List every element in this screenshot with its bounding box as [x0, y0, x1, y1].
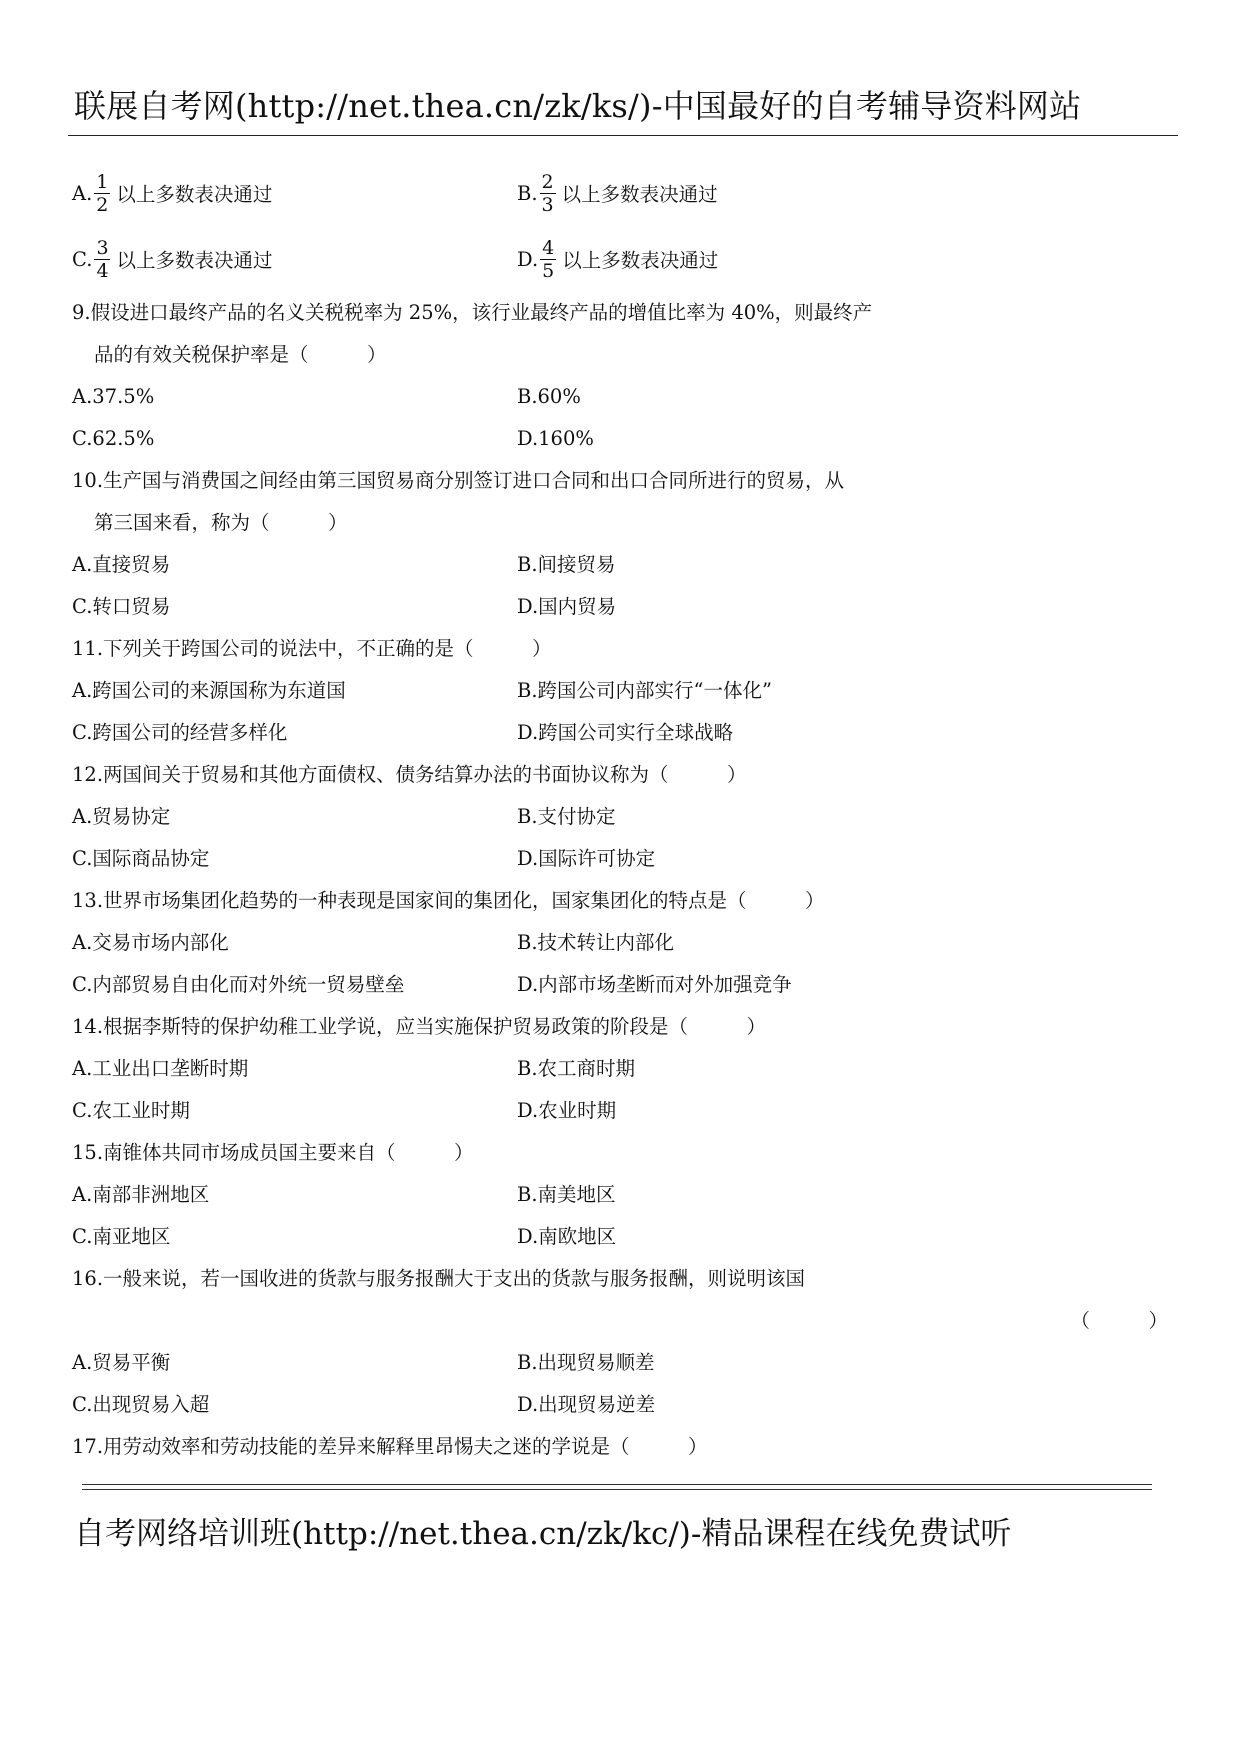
question-16-options-row-2 [72, 1384, 1182, 1426]
option-c: C.国际商品协定 [72, 847, 210, 870]
fraction [94, 171, 110, 216]
question-stem-line: 10.生产国与消费国之间经由第三国贸易商分别签订进口合同和出口合同所进行的贸易，从 [72, 469, 845, 492]
question-11-options-row-2 [72, 712, 1182, 754]
option-text: 以上多数表决通过 [561, 183, 718, 206]
option-b: B.支付协定 [517, 805, 616, 828]
option-b: B.技术转让内部化 [517, 931, 675, 954]
question-stem-line: 14.根据李斯特的保护幼稚工业学说，应当实施保护贸易政策的阶段是（ ） [72, 1015, 767, 1038]
footer-rule-bottom [82, 1489, 1152, 1490]
fraction-numerator: 1 [96, 170, 109, 193]
answer-parentheses: （ ） [1070, 1309, 1168, 1332]
q8-options-row-1 [72, 160, 1182, 226]
question-16-stem [72, 1258, 1182, 1300]
question-stem-line: 16.一般来说，若一国收进的货款与服务报酬大于支出的货款与服务报酬，则说明该国 [72, 1267, 806, 1290]
q8-option-b [517, 160, 718, 226]
option-a: A.贸易平衡 [72, 1351, 171, 1374]
option-text: 以上多数表决通过 [562, 249, 719, 272]
option-d: D.国际许可协定 [517, 847, 656, 870]
q8-option-c [72, 226, 273, 292]
footer-rule-top [82, 1484, 1152, 1485]
option-d: D.农业时期 [517, 1099, 617, 1122]
question-stem-line: 13.世界市场集团化趋势的一种表现是国家间的集团化，国家集团化的特点是（ ） [72, 889, 825, 912]
question-stem-line: 11.下列关于跨国公司的说法中，不正确的是（ ） [72, 637, 552, 660]
fraction-denominator: 3 [541, 193, 554, 216]
fraction [540, 237, 556, 282]
question-15-stem [72, 1132, 1182, 1174]
fraction-denominator: 2 [96, 193, 109, 216]
question-stem-line: 17.用劳动效率和劳动技能的差异来解释里昂惕夫之迷的学说是（ ） [72, 1435, 708, 1458]
question-stem-line: 第三国来看，称为（ ） [94, 511, 348, 534]
option-prefix: A. [72, 181, 93, 205]
question-10-stem-cont [72, 502, 1182, 544]
option-a: A.工业出口垄断时期 [72, 1057, 249, 1080]
option-c: C.内部贸易自由化而对外统一贸易壁垒 [72, 973, 405, 996]
fraction [540, 171, 556, 216]
option-text: 以上多数表决通过 [116, 183, 273, 206]
question-15-options-row-1 [72, 1174, 1182, 1216]
question-10-stem [72, 460, 1182, 502]
question-14-options-row-2 [72, 1090, 1182, 1132]
option-d: D.出现贸易逆差 [517, 1393, 656, 1416]
option-c: C.转口贸易 [72, 595, 171, 618]
question-9-stem-cont [72, 334, 1182, 376]
header-title: 联展自考网(http://net.thea.cn/zk/ks/)-中国最好的自考辅导资料网站 [74, 87, 1082, 125]
option-a: A.跨国公司的来源国称为东道国 [72, 679, 346, 702]
option-c: C.农工业时期 [72, 1099, 190, 1122]
option-prefix: D. [517, 247, 539, 271]
question-12-options-row-1 [72, 796, 1182, 838]
fraction [94, 237, 110, 282]
question-stem-line: 15.南锥体共同市场成员国主要来自（ ） [72, 1141, 474, 1164]
option-b: B.南美地区 [517, 1183, 616, 1206]
question-9-options-row-1 [72, 376, 1182, 418]
question-9-options-row-2 [72, 418, 1182, 460]
option-b: B.间接贸易 [517, 553, 616, 576]
exam-content [72, 160, 1182, 1468]
option-text: 以上多数表决通过 [116, 249, 273, 272]
option-c: C.跨国公司的经营多样化 [72, 721, 288, 744]
option-prefix: C. [72, 247, 93, 271]
option-a: A.交易市场内部化 [72, 931, 229, 954]
question-17-stem [72, 1426, 1182, 1468]
fraction-numerator: 3 [96, 236, 109, 259]
fraction-numerator: 2 [541, 170, 554, 193]
question-13-stem [72, 880, 1182, 922]
question-12-options-row-2 [72, 838, 1182, 880]
option-c: C.62.5% [72, 427, 155, 450]
question-stem-line: 9.假设进口最终产品的名义关税税率为 25%，该行业最终产品的增值比率为 40%，则最终产 [72, 301, 873, 324]
question-11-stem [72, 628, 1182, 670]
q8-option-a [72, 160, 272, 226]
option-a: A.直接贸易 [72, 553, 171, 576]
option-b: B.出现贸易顺差 [517, 1351, 655, 1374]
fraction-denominator: 4 [96, 259, 109, 282]
question-10-options-row-1 [72, 544, 1182, 586]
option-a: A.贸易协定 [72, 805, 171, 828]
question-13-options-row-2 [72, 964, 1182, 1006]
option-d: D.跨国公司实行全球战略 [517, 721, 734, 744]
question-stem-line: 12.两国间关于贸易和其他方面债权、债务结算办法的书面协议称为（ ） [72, 763, 747, 786]
option-d: D.国内贸易 [517, 595, 617, 618]
question-13-options-row-1 [72, 922, 1182, 964]
fraction-numerator: 4 [542, 236, 555, 259]
option-c: C.南亚地区 [72, 1225, 171, 1248]
option-d: D.南欧地区 [517, 1225, 617, 1248]
option-b: B.跨国公司内部实行“一体化” [517, 679, 772, 702]
option-a: A.南部非洲地区 [72, 1183, 210, 1206]
question-15-options-row-2 [72, 1216, 1182, 1258]
question-12-stem [72, 754, 1182, 796]
question-14-stem [72, 1006, 1182, 1048]
option-a: A.37.5% [72, 385, 155, 408]
footer-title: 自考网络培训班(http://net.thea.cn/zk/kc/)-精品课程在线免费试听 [74, 1516, 1012, 1552]
q8-options-row-2 [72, 226, 1182, 292]
question-14-options-row-1 [72, 1048, 1182, 1090]
question-16-options-row-1 [72, 1342, 1182, 1384]
option-b: B.60% [517, 385, 581, 408]
option-c: C.出现贸易入超 [72, 1393, 210, 1416]
option-b: B.农工商时期 [517, 1057, 636, 1080]
question-11-options-row-1 [72, 670, 1182, 712]
question-9-stem [72, 292, 1182, 334]
option-d: D.内部市场垄断而对外加强竞争 [517, 973, 792, 996]
header-rule [68, 135, 1178, 136]
q8-option-d [517, 226, 718, 292]
question-stem-line: 品的有效关税保护率是（ ） [94, 343, 387, 366]
option-prefix: B. [517, 181, 538, 205]
option-d: D.160% [517, 427, 594, 450]
question-16-answer-paren-row [72, 1300, 1182, 1342]
fraction-denominator: 5 [542, 259, 555, 282]
question-10-options-row-2 [72, 586, 1182, 628]
